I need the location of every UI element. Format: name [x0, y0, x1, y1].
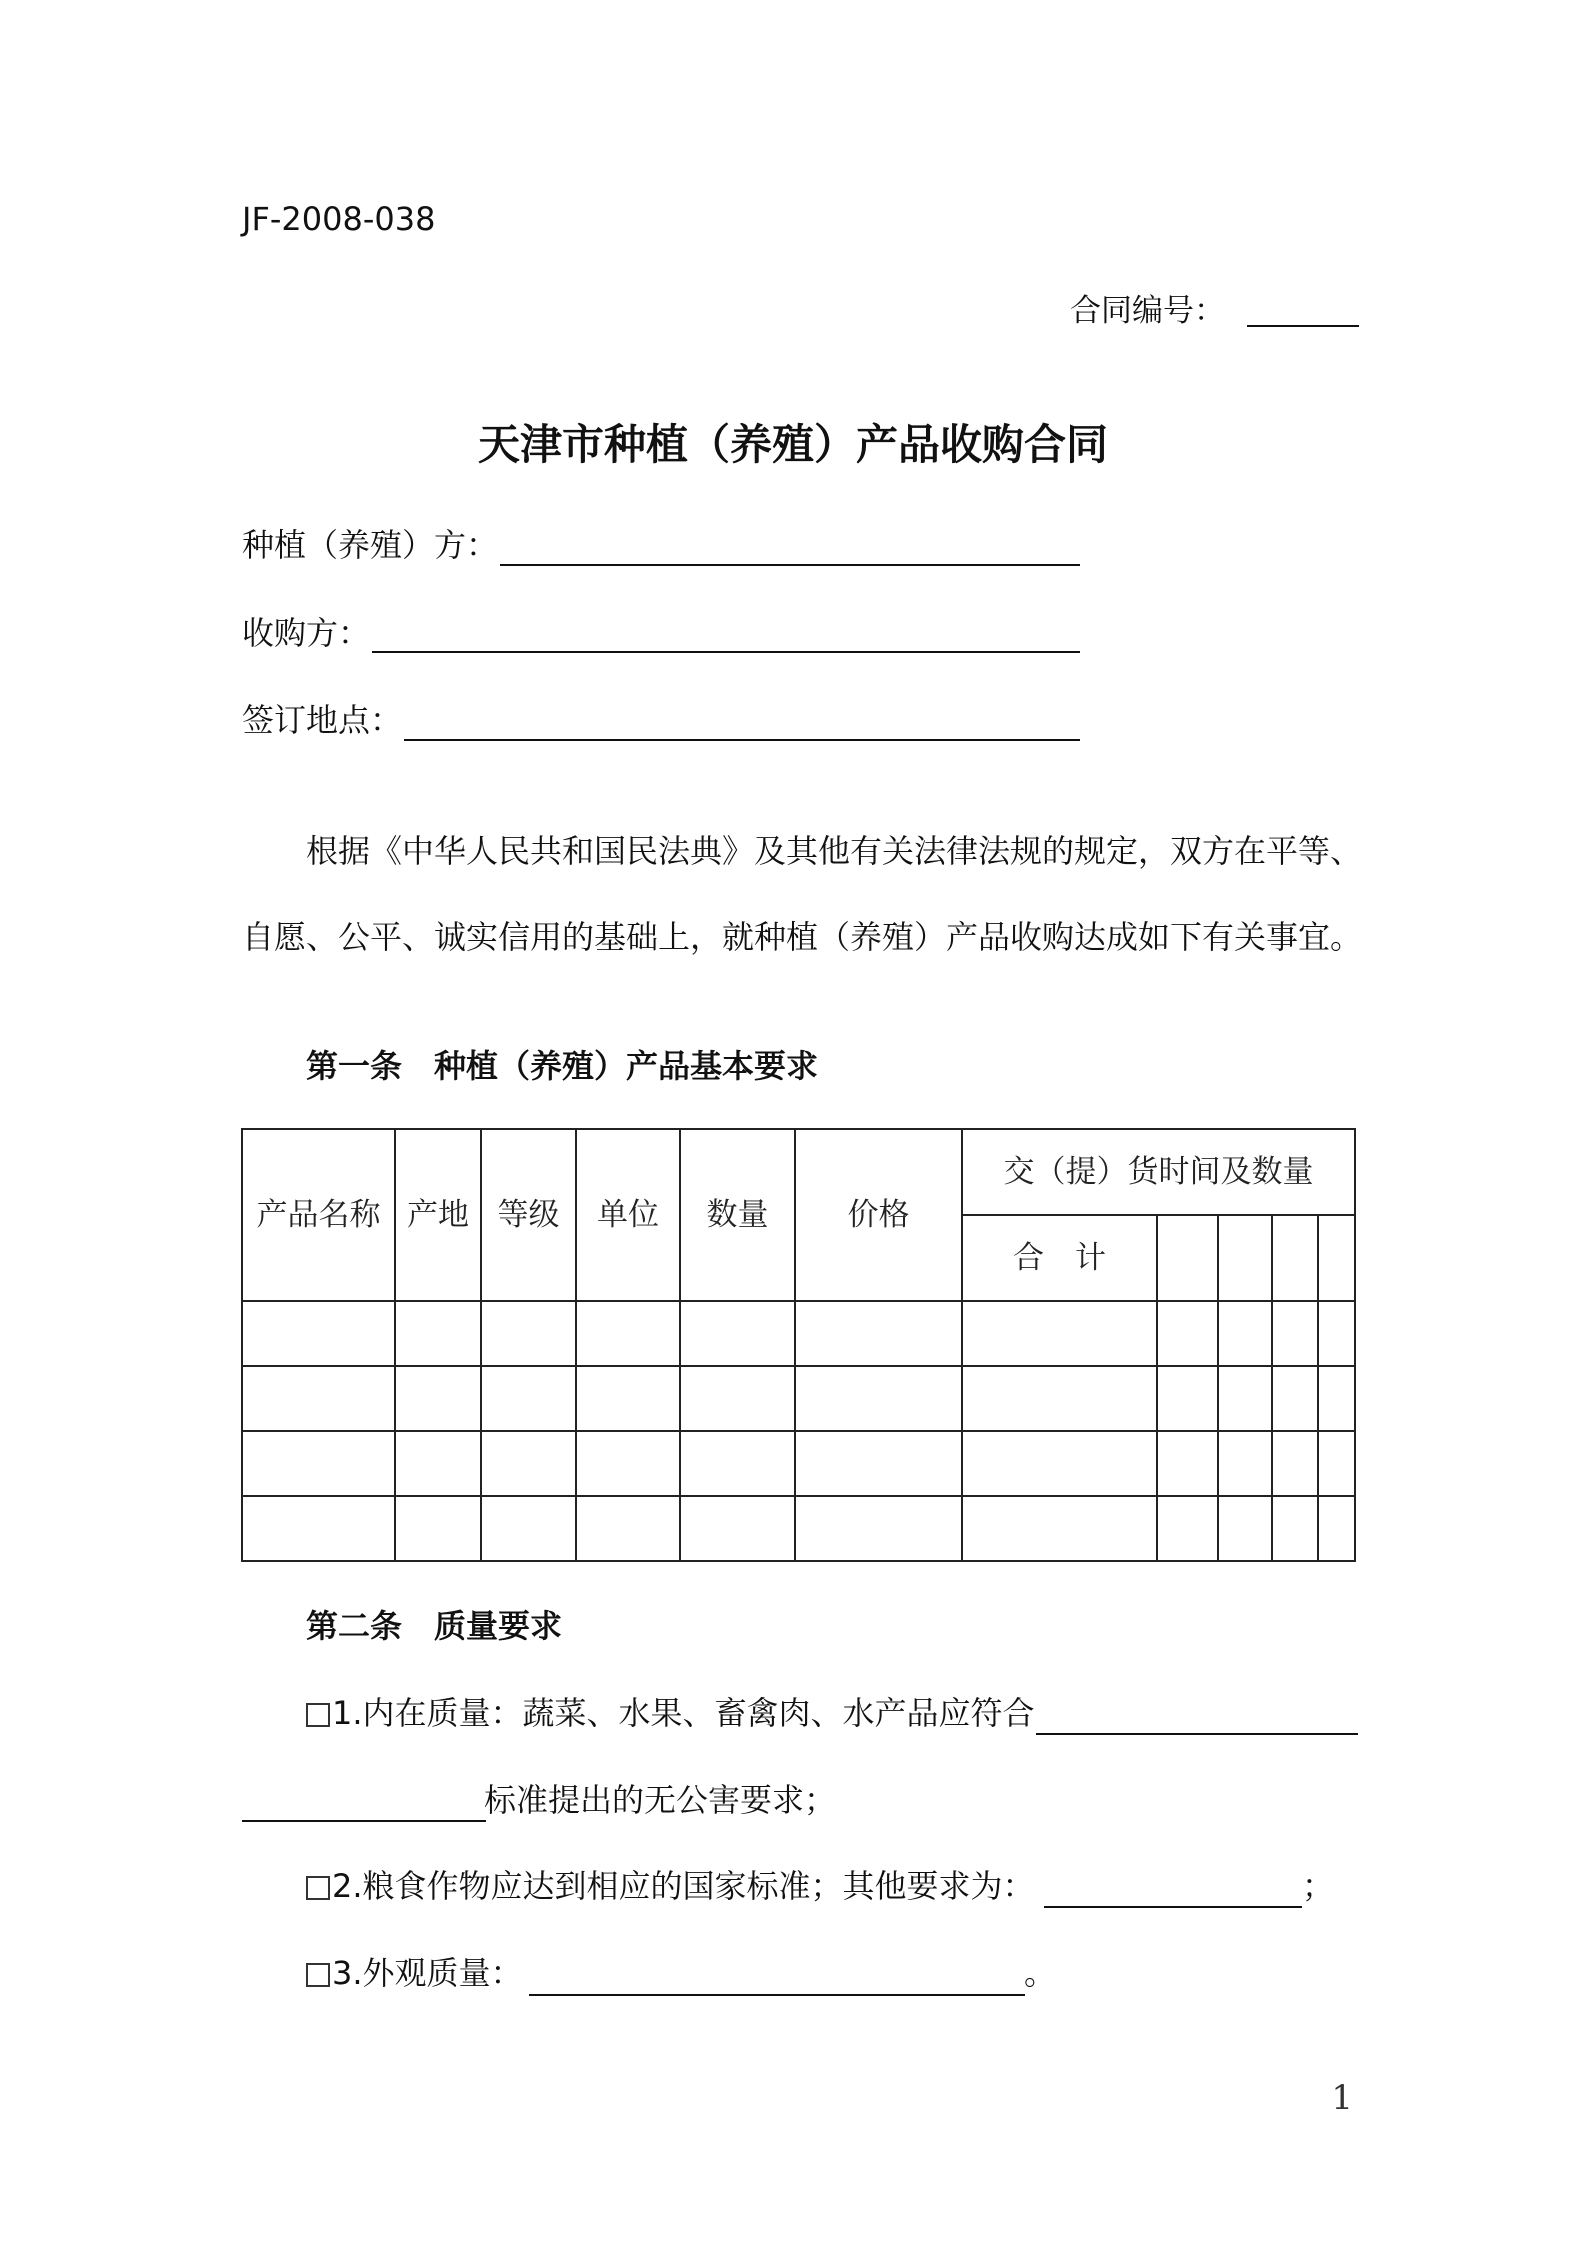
table-cell[interactable]	[395, 1431, 481, 1496]
table-cell[interactable]	[576, 1431, 680, 1496]
table-cell[interactable]	[1157, 1215, 1218, 1301]
table-cell[interactable]	[1272, 1215, 1318, 1301]
other-requirements-field[interactable]	[1044, 1906, 1302, 1908]
table-cell[interactable]	[1218, 1366, 1272, 1431]
quality-item-2	[306, 1866, 1035, 1906]
table-cell[interactable]	[1318, 1215, 1355, 1301]
table-cell[interactable]	[242, 1431, 395, 1496]
table-cell[interactable]	[1157, 1496, 1218, 1561]
header-unit: 单位	[576, 1129, 680, 1301]
table-cell[interactable]	[1218, 1496, 1272, 1561]
page-title: 天津市种植（养殖）产品收购合同	[477, 420, 1108, 469]
table-cell[interactable]	[795, 1431, 962, 1496]
item-3-end-punct: 。	[1024, 1954, 1057, 1992]
table-cell[interactable]	[576, 1496, 680, 1561]
table-row	[242, 1431, 1355, 1496]
checkbox-item-3[interactable]	[306, 1963, 330, 1987]
article-1-heading: 第一条 种植（养殖）产品基本要求	[306, 1047, 819, 1085]
table-row	[242, 1366, 1355, 1431]
grower-field[interactable]	[500, 564, 1080, 566]
table-row	[242, 1496, 1355, 1561]
table-cell[interactable]	[395, 1301, 481, 1366]
table-cell[interactable]	[1157, 1431, 1218, 1496]
buyer-field[interactable]	[372, 651, 1080, 653]
table-cell[interactable]	[1272, 1496, 1318, 1561]
header-product-name: 产品名称	[242, 1129, 395, 1301]
quality-standard-field[interactable]	[1036, 1733, 1358, 1735]
table-cell[interactable]	[1318, 1496, 1355, 1561]
table-cell[interactable]	[481, 1496, 576, 1561]
preamble-line-2: 自愿、公平、诚实信用的基础上，就种植（养殖）产品收购达成如下有关事宜。	[242, 918, 1363, 956]
table-cell[interactable]	[795, 1366, 962, 1431]
table-cell[interactable]	[1218, 1215, 1272, 1301]
appearance-quality-field[interactable]	[529, 1994, 1025, 1996]
header-delivery-time-quantity: 交（提）货时间及数量	[962, 1129, 1355, 1215]
header-grade: 等级	[481, 1129, 576, 1301]
table-cell[interactable]	[680, 1301, 795, 1366]
table-cell[interactable]	[1157, 1366, 1218, 1431]
table-cell[interactable]	[1157, 1301, 1218, 1366]
quality-item-2-text: 2.粮食作物应达到相应的国家标准；其他要求为：	[332, 1867, 1035, 1905]
quality-item-3	[306, 1953, 523, 1993]
table-cell[interactable]	[576, 1366, 680, 1431]
checkbox-item-2[interactable]	[306, 1876, 330, 1900]
table-cell[interactable]	[680, 1496, 795, 1561]
quality-standard-field-2[interactable]	[242, 1820, 486, 1822]
buyer-label: 收购方：	[242, 614, 371, 652]
table-cell[interactable]	[962, 1366, 1157, 1431]
page-number: 1	[1331, 2078, 1353, 2118]
table-cell[interactable]	[576, 1301, 680, 1366]
grower-label: 种植（养殖）方：	[242, 526, 499, 564]
item-2-end-punct: ；	[1302, 1867, 1335, 1905]
checkbox-item-1[interactable]	[306, 1703, 330, 1727]
table-cell[interactable]	[1318, 1301, 1355, 1366]
table-cell[interactable]	[680, 1431, 795, 1496]
product-requirements-table	[241, 1128, 1356, 1562]
quality-item-1-text: 1.内在质量：蔬菜、水果、畜禽肉、水产品应符合	[332, 1694, 1035, 1732]
table-cell[interactable]	[1272, 1366, 1318, 1431]
signing-place-field[interactable]	[404, 739, 1080, 741]
header-total: 合 计	[962, 1215, 1157, 1301]
table-row	[242, 1301, 1355, 1366]
table-cell[interactable]	[1218, 1301, 1272, 1366]
article-2-heading: 第二条 质量要求	[306, 1607, 563, 1645]
signing-place-label: 签订地点：	[242, 701, 403, 739]
document-code: JF-2008-038	[242, 200, 436, 238]
table-cell[interactable]	[242, 1496, 395, 1561]
header-quantity: 数量	[680, 1129, 795, 1301]
table-cell[interactable]	[481, 1301, 576, 1366]
table-cell[interactable]	[395, 1366, 481, 1431]
table-cell[interactable]	[1318, 1431, 1355, 1496]
table-cell[interactable]	[481, 1431, 576, 1496]
table-cell[interactable]	[680, 1366, 795, 1431]
table-cell[interactable]	[481, 1366, 576, 1431]
preamble-line-1: 根据《中华人民共和国民法典》及其他有关法律法规的规定，双方在平等、	[306, 832, 1363, 870]
table-cell[interactable]	[1272, 1301, 1318, 1366]
quality-item-1	[306, 1693, 1035, 1733]
table-cell[interactable]	[795, 1301, 962, 1366]
contract-number-field[interactable]	[1247, 325, 1359, 327]
table-cell[interactable]	[795, 1496, 962, 1561]
header-price: 价格	[795, 1129, 962, 1301]
table-cell[interactable]	[1218, 1431, 1272, 1496]
table-cell[interactable]	[242, 1366, 395, 1431]
table-cell[interactable]	[962, 1431, 1157, 1496]
quality-item-1-continued: 标准提出的无公害要求；	[484, 1781, 837, 1819]
table-cell[interactable]	[962, 1301, 1157, 1366]
header-origin: 产地	[395, 1129, 481, 1301]
contract-number-label: 合同编号：	[1070, 293, 1225, 329]
table-cell[interactable]	[1318, 1366, 1355, 1431]
table-cell[interactable]	[395, 1496, 481, 1561]
table-cell[interactable]	[962, 1496, 1157, 1561]
quality-item-3-text: 3.外观质量：	[332, 1954, 523, 1992]
table-cell[interactable]	[242, 1301, 395, 1366]
table-cell[interactable]	[1272, 1431, 1318, 1496]
